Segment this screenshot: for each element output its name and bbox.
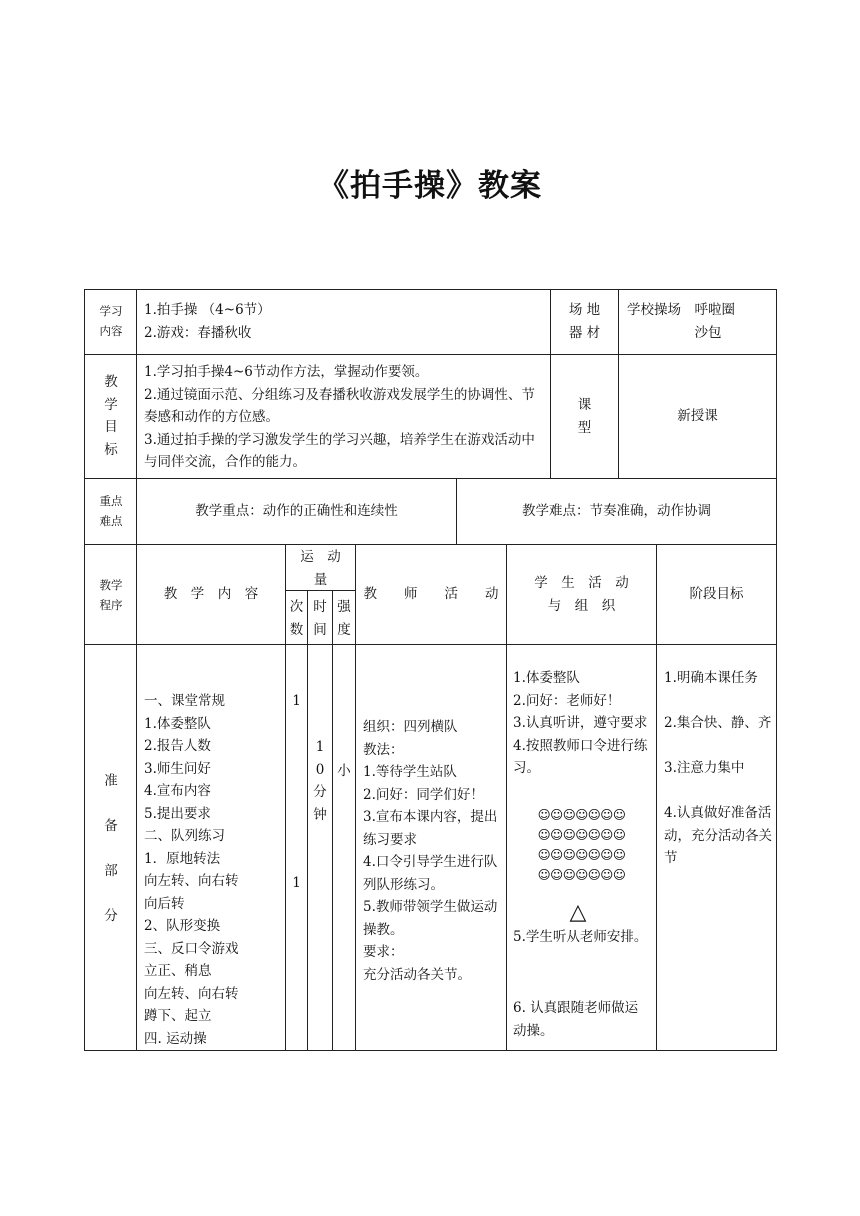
prep-teacher-activity: 组织：四列横队 教法： 1.等待学生站队 2.问好：同学们好！ 3.宣布本课内容，提出练习要求 4.口令引导学生进行队列队形练习。 5.教师带领学生做运动操教。 要求： 充分活动各关节。 [363,719,498,983]
procedure-header: 教学 程序 [99,578,123,612]
stage-goal-header: 阶段目标 [689,586,744,602]
prep-stage-goal: 1.明确本课任务 2.集合快、静、齐 3.注意力集中 4.认真做好准备活动，充分活动各关节 [664,670,772,866]
grid-line [84,354,777,355]
grid-line [618,289,619,479]
teaching-goals: 1.学习拍手操4~6节动作方法，掌握动作要领。 2.通过镜面示范、分组练习及春播秋收游戏发展学生的协调性、节奏感和动作的方位感。 3.通过拍手操的学习激发学生的学习兴趣，培养学生在游戏活动中与同伴交流，合作的能力。 [144,364,535,470]
prep-times-1: 1 [292,693,301,709]
load-header: 运 动 量 [300,549,341,588]
formation-row: ☺☺☺☺☺☺☺ [537,867,626,882]
grid-line [776,289,777,1051]
duration-header: 时 间 [313,599,327,638]
prep-times-2: 1 [292,875,301,891]
prep-student-activity: 1.体委整队 2.问好：老师好！ 3.认真听讲，遵守要求 4.按照教师口令进行练习。 [513,670,648,776]
study-content: 1.拍手操 （4~6节） 2.游戏：春播秋收 [144,302,271,341]
lesson-type: 新授课 [677,408,718,424]
prep-intensity: 小 [337,763,351,779]
grid-line [84,289,85,1051]
key-difficult-label: 重点 难点 [99,494,123,528]
grid-line [84,644,777,645]
grid-line [84,1050,777,1051]
key-point: 教学重点：动作的正确性和连续性 [195,503,398,519]
page-title: 《拍手操》教案 [318,168,542,204]
times-header: 次 数 [289,599,304,638]
grid-line [506,544,507,1051]
formation-row: ☺☺☺☺☺☺☺ [537,847,626,862]
grid-line [656,544,657,1051]
student-activity-header: 学 生 活 动 与 组 织 [534,575,629,614]
student-formation [507,805,656,885]
formation-row: ☺☺☺☺☺☺☺ [537,827,626,842]
teacher-activity-header: 教 师 活 动 [363,586,499,602]
intensity-header: 强 度 [337,599,351,638]
grid-line [136,289,137,1051]
content-header: 教 学 内 容 [163,586,259,602]
prep-duration: 1 0 分 钟 [313,739,327,823]
study-content-label: 学习 内容 [99,304,123,338]
teaching-goals-label: 教 学 目 标 [104,374,118,458]
grid-line [84,478,777,479]
venue-equipment-label: 场 地 器 材 [568,302,601,341]
grid-line [332,590,333,1051]
prep-content: 一、课堂常规 1.体委整队 2.报告人数 3.师生问好 4.宣布内容 5.提出要求 二、队列练习 1．原地转法 向左转、向右转 向后转 2、队形变换 三、反口令游戏 立正、稍息 向左转、向右转 蹲下、起立 四. 运动操 [144,693,239,1047]
grid-line [84,544,777,545]
prep-student-activity-6: 6. 认真跟随老师做运动操。 [513,1000,639,1039]
formation-row: ☺☺☺☺☺☺☺ [537,807,626,822]
prep-student-activity-5: 5.学生听从老师安排。 [513,929,648,945]
grid-line [84,289,777,290]
difficulty: 教学难点：节奏准确，动作协调 [522,503,711,519]
prep-section-label: 准 备 部 分 [104,773,118,924]
lesson-type-label: 课 型 [577,397,592,436]
venue-equipment: 学校操场 呼啦圈 沙包 [627,302,735,341]
grid-line [355,544,356,1051]
teacher-position-icon: △ [569,900,587,925]
